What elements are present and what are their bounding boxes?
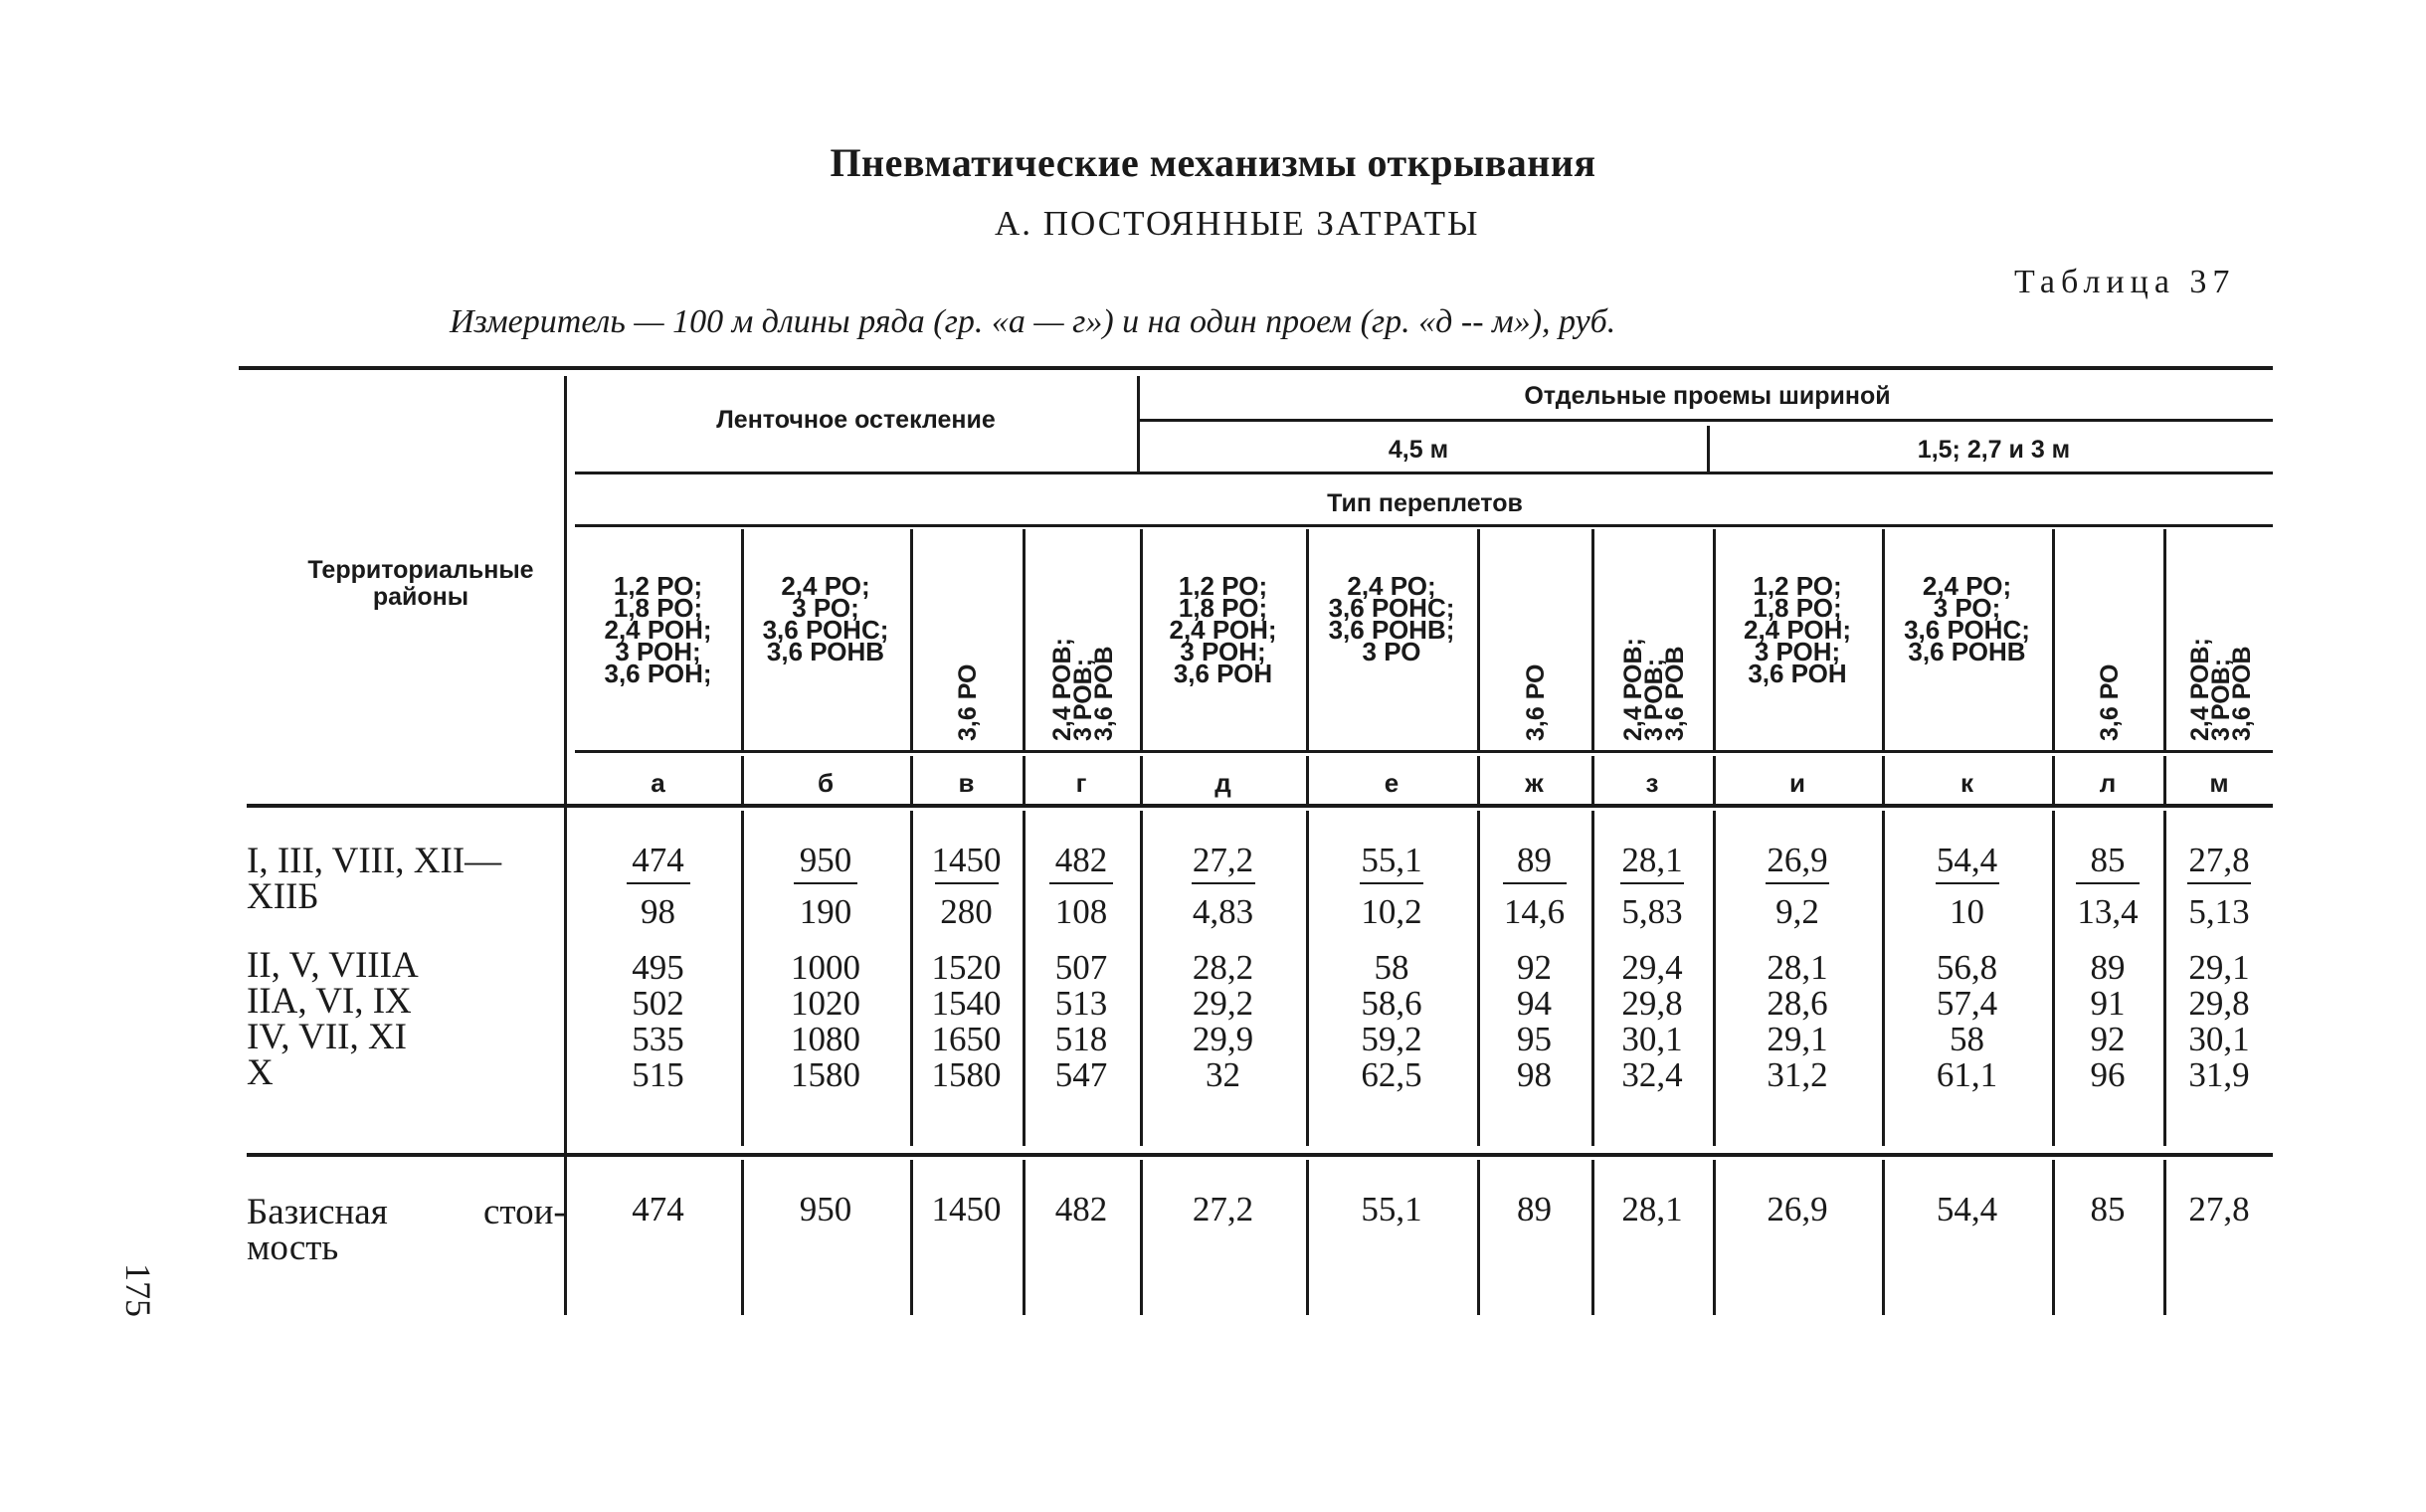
table-cell: 29,2 (1192, 984, 1254, 1023)
base-cost-cell: 27,8 (2188, 1190, 2250, 1228)
table-cell: 58 (1374, 948, 1409, 987)
measure-note: Измеритель — 100 м длины ряда (гр. «а — г») и на один проем (гр. «д -- м»), руб. (450, 303, 1616, 340)
column-rule (910, 529, 913, 751)
table-cell: 29,4 (1621, 948, 1683, 987)
column-rule (1140, 1160, 1143, 1315)
table-cell: 31,9 (2188, 1055, 2250, 1094)
base-cost-cell: 1450 (931, 1190, 1002, 1228)
fraction-bar (1503, 882, 1567, 884)
column-letter: ж (1525, 768, 1544, 798)
column-rule (1591, 1160, 1594, 1315)
fraction-denominator: 9,2 (1775, 892, 1819, 931)
table-cell: 32 (1206, 1055, 1240, 1094)
sash-type-rotated: 3,6 РО (1522, 663, 1550, 741)
column-letter: д (1214, 768, 1231, 798)
column-letter: а (651, 768, 665, 798)
header-ribbon-glazing: Ленточное остекление (716, 406, 996, 434)
table-cell: 1580 (791, 1055, 860, 1094)
column-rule (1023, 1160, 1026, 1315)
rule-line (575, 472, 2273, 474)
fraction-bar (627, 882, 690, 884)
column-rule (910, 1160, 913, 1315)
table-cell: 547 (1054, 1055, 1108, 1094)
table-cell: 95 (1517, 1020, 1552, 1058)
table-cell: 1580 (931, 1055, 1002, 1094)
rule-line (575, 750, 2273, 753)
table-cell: 535 (632, 1020, 684, 1058)
fraction-numerator: 85 (2090, 841, 2126, 879)
table-cell: 29,8 (1621, 984, 1683, 1023)
fraction-numerator: 26,9 (1767, 841, 1828, 879)
table-cell: 89 (2090, 948, 2126, 987)
regions-column-rule (564, 376, 567, 1315)
table-cell: 30,1 (1621, 1020, 1683, 1058)
fraction-denominator: 190 (799, 892, 852, 931)
table-cell: 502 (632, 984, 684, 1023)
base-cost-cell: 85 (2090, 1190, 2126, 1228)
fraction-denominator: 280 (940, 892, 993, 931)
fraction-numerator: 28,1 (1621, 841, 1683, 879)
column-letter: в (958, 768, 975, 798)
table-cell: 1020 (791, 984, 860, 1023)
table-cell: 518 (1054, 1020, 1108, 1058)
fraction-bar (1360, 882, 1423, 884)
row-label: IV, VII, XI (247, 1017, 408, 1057)
rule-line (1140, 419, 2273, 422)
row-label: IIA, VI, IX (247, 981, 412, 1022)
table-cell: 1080 (791, 1020, 860, 1058)
sash-type-list: 2,4 РО; 3,6 РОНС; 3,6 РОНВ; 3 РО (1328, 571, 1455, 666)
column-rule (1882, 1160, 1885, 1315)
table-label: Таблица 37 (2014, 264, 2236, 300)
sash-type-rotated: 2,4 РОВ; 3 РОВ; 3,6 РОВ (1618, 638, 1689, 741)
fraction-bar (1192, 882, 1255, 884)
base-cost-label-hyphen: стои- (483, 1192, 566, 1232)
column-letter: и (1789, 768, 1805, 798)
table-cell: 1520 (931, 948, 1002, 987)
base-cost-cell: 28,1 (1621, 1190, 1683, 1228)
fraction-denominator: 5,13 (2188, 892, 2250, 931)
sash-type-list: 2,4 РО; 3 РО; 3,6 РОНС; 3,6 РОНВ (762, 571, 889, 666)
header-bottom-rule (247, 804, 2273, 808)
header-width-45: 4,5 м (1388, 436, 1449, 464)
column-letter: м (2209, 768, 2229, 798)
table-cell: 61,1 (1936, 1055, 1998, 1094)
fraction-numerator: 89 (1517, 841, 1552, 879)
table-cell: 92 (1517, 948, 1552, 987)
base-cost-cell: 26,9 (1767, 1190, 1828, 1228)
sash-type-list: 1,2 РО; 1,8 РО; 2,4 РОН; 3 РОН; 3,6 РОН (1743, 571, 1852, 688)
base-separator-rule (247, 1153, 2273, 1157)
row-label: X (247, 1052, 274, 1093)
base-cost-cell: 474 (632, 1190, 684, 1228)
fraction-bar (1766, 882, 1829, 884)
table-cell: 29,8 (2188, 984, 2250, 1023)
fraction-numerator: 482 (1054, 841, 1108, 879)
base-cost-cell: 482 (1054, 1190, 1108, 1228)
sash-type-list: 1,2 РО; 1,8 РО; 2,4 РОН; 3 РОН; 3,6 РОН; (604, 571, 712, 688)
sash-type-rotated: 2,4 РОВ; 3 РОВ; 3,6 РОВ (1047, 638, 1118, 741)
sash-type-rotated: 3,6 РО (2095, 663, 2124, 741)
column-rule (1477, 1160, 1480, 1315)
fraction-bar (1049, 882, 1113, 884)
table-cell: 29,1 (2188, 948, 2250, 987)
header-width-15: 1,5; 2,7 и 3 м (1917, 436, 2071, 464)
base-cost-cell: 27,2 (1192, 1190, 1254, 1228)
fraction-denominator: 5,83 (1621, 892, 1683, 931)
column-rule (1713, 1160, 1716, 1315)
column-letter: е (1384, 768, 1400, 798)
column-rule (1306, 1160, 1309, 1315)
fraction-bar (1620, 882, 1684, 884)
fraction-bar (2187, 882, 2251, 884)
table-cell: 59,2 (1361, 1020, 1422, 1058)
column-rule (1477, 529, 1480, 751)
column-rule (1023, 529, 1026, 751)
fraction-bar (935, 882, 999, 884)
table-cell: 58,6 (1361, 984, 1422, 1023)
column-letter: б (817, 768, 835, 798)
table-cell: 515 (632, 1055, 684, 1094)
header-separate-openings: Отдельные проемы шириной (1524, 382, 1891, 410)
fraction-numerator: 1450 (931, 841, 1002, 879)
table-cell: 94 (1517, 984, 1552, 1023)
sash-type-list: 2,4 РО; 3 РО; 3,6 РОНС; 3,6 РОНВ (1904, 571, 2030, 666)
fraction-numerator: 950 (799, 841, 852, 879)
table-cell: 29,1 (1767, 1020, 1828, 1058)
base-cost-label-cont: мость (247, 1228, 339, 1268)
fraction-numerator: 54,4 (1936, 841, 1998, 879)
header-regions: Территориальные районы (307, 556, 534, 611)
header-sash-type: Тип переплетов (1327, 489, 1523, 517)
column-rule (1591, 529, 1594, 751)
fraction-denominator: 98 (641, 892, 675, 931)
rule-line (575, 524, 2273, 527)
column-rule (2163, 1160, 2166, 1315)
table-cell: 1000 (791, 948, 860, 987)
table-cell: 1540 (931, 984, 1002, 1023)
fraction-numerator: 27,8 (2188, 841, 2250, 879)
page-subtitle: А. ПОСТОЯННЫЕ ЗАТРАТЫ (995, 204, 1480, 243)
fraction-bar (794, 882, 857, 884)
fraction-bar (2076, 882, 2140, 884)
table-cell: 96 (2090, 1055, 2126, 1094)
table-cell: 92 (2090, 1020, 2126, 1058)
row-label: II, V, VIIIA (247, 945, 419, 986)
table-top-rule (239, 366, 2273, 370)
sash-type-rotated: 2,4 РОВ; 3 РОВ; 3,6 РОВ (2185, 638, 2256, 741)
row-label: XIIБ (247, 876, 319, 917)
table-cell: 495 (632, 948, 684, 987)
base-cost-cell: 54,4 (1936, 1190, 1998, 1228)
page-title: Пневматические механизмы открывания (830, 140, 1596, 185)
fraction-numerator: 474 (632, 841, 684, 879)
page-number: 175 (118, 1263, 158, 1317)
table-cell: 30,1 (2188, 1020, 2250, 1058)
table-cell: 28,2 (1192, 948, 1254, 987)
fraction-numerator: 27,2 (1192, 841, 1254, 879)
table-cell: 98 (1517, 1055, 1552, 1094)
table-cell: 513 (1054, 984, 1108, 1023)
column-rule (1707, 426, 1710, 472)
base-cost-cell: 89 (1517, 1190, 1552, 1228)
table-cell: 1650 (931, 1020, 1002, 1058)
fraction-denominator: 4,83 (1192, 892, 1254, 931)
base-cost-label: Базисная (247, 1192, 388, 1232)
table-cell: 57,4 (1936, 984, 1998, 1023)
fraction-denominator: 10 (1950, 892, 1984, 931)
table-cell: 28,6 (1767, 984, 1828, 1023)
column-letter: к (1959, 768, 1973, 798)
table-cell: 56,8 (1936, 948, 1998, 987)
fraction-denominator: 14,6 (1503, 892, 1566, 931)
column-rule (2052, 529, 2055, 751)
table-cell: 91 (2090, 984, 2126, 1023)
base-cost-cell: 950 (799, 1190, 852, 1228)
column-letter: г (1075, 768, 1087, 798)
sash-type-list: 1,2 РО; 1,8 РО; 2,4 РОН; 3 РОН; 3,6 РОН (1169, 571, 1277, 688)
fraction-numerator: 55,1 (1361, 841, 1422, 879)
table-cell: 58 (1950, 1020, 1984, 1058)
column-rule (741, 1160, 744, 1315)
column-letter: з (1645, 768, 1659, 798)
fraction-denominator: 108 (1054, 892, 1108, 931)
table-cell: 32,4 (1621, 1055, 1683, 1094)
table-cell: 29,9 (1192, 1020, 1254, 1058)
base-cost-cell: 55,1 (1361, 1190, 1422, 1228)
table-cell: 31,2 (1767, 1055, 1828, 1094)
fraction-denominator: 13,4 (2077, 892, 2139, 931)
table-cell: 62,5 (1361, 1055, 1422, 1094)
fraction-denominator: 10,2 (1361, 892, 1422, 931)
row-label: I, III, VIII, XII— (247, 841, 502, 881)
column-letter: л (2099, 768, 2117, 798)
fraction-bar (1936, 882, 1999, 884)
table-cell: 28,1 (1767, 948, 1828, 987)
column-rule (2052, 1160, 2055, 1315)
sash-type-rotated: 3,6 РО (954, 663, 982, 741)
column-rule (2163, 529, 2166, 751)
table-cell: 507 (1054, 948, 1108, 987)
